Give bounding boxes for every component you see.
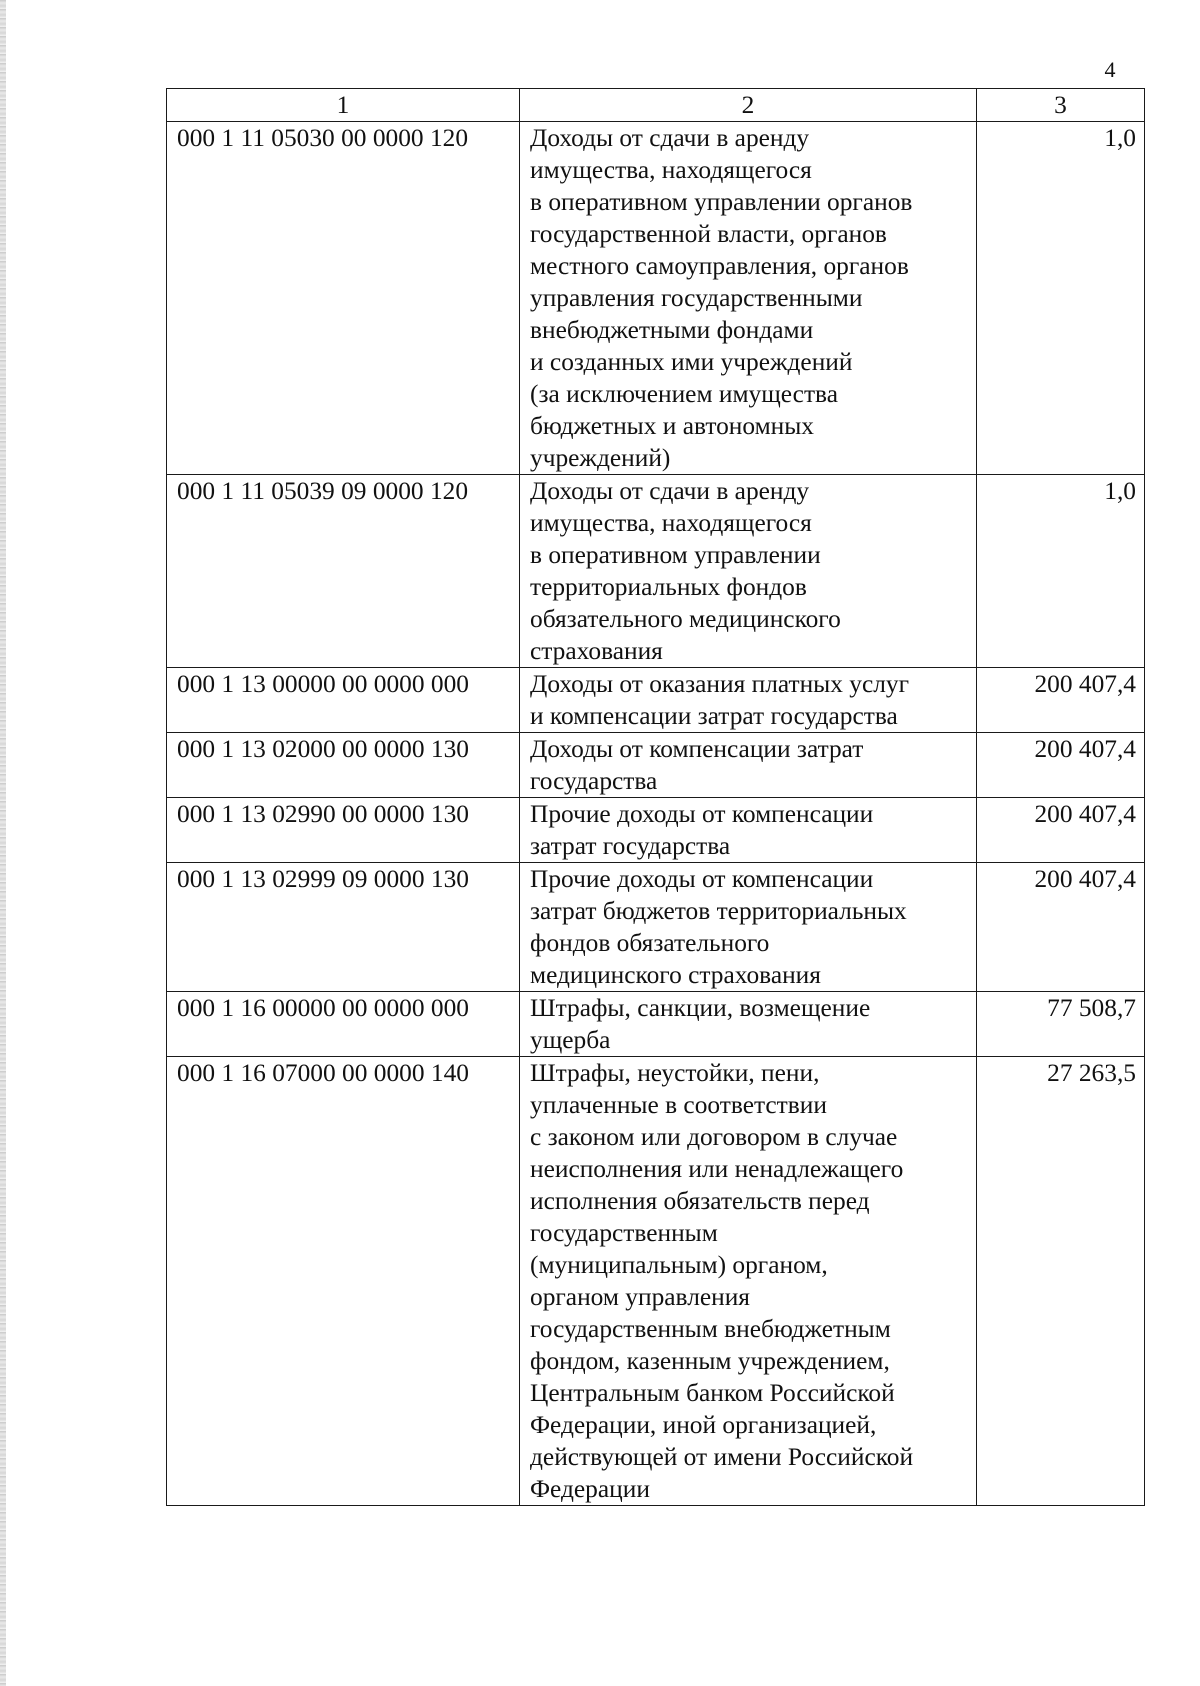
revenue-name-line: местного самоуправления, органов [530,252,909,280]
revenue-name-line: ущерба [530,1026,611,1054]
column-header-3: 3 [977,89,1145,122]
revenue-name [520,475,977,668]
revenue-name-line: органом управления [530,1283,750,1311]
amount-value: 200 407,4 [977,863,1145,992]
revenue-name-line: государства [530,767,658,795]
amount-value: 200 407,4 [977,798,1145,863]
revenue-name-line: Доходы от оказания платных услуг [530,670,910,698]
revenue-name-line: затрат государства [530,832,731,860]
revenue-name [520,668,977,733]
revenue-name-line: Штрафы, неустойки, пени, [530,1059,820,1087]
amount-value: 1,0 [977,122,1145,475]
revenue-name-line: государственным [530,1219,718,1247]
revenue-name-line: в оперативном управлении [530,541,821,569]
revenue-name-line: управления государственными [530,284,863,312]
table-row [167,475,1145,668]
amount-value: 200 407,4 [977,668,1145,733]
revenue-name-line: территориальных фондов [530,573,807,601]
revenue-name-line: действующей от имени Российской [530,1443,914,1471]
revenue-name-line: внебюджетными фондами [530,316,814,344]
revenue-name-line: и компенсации затрат государства [530,702,898,730]
table-row [167,1057,1145,1506]
revenue-name-line: государственным внебюджетным [530,1315,891,1343]
revenue-name-line: Федерации [530,1475,650,1503]
revenue-name [520,733,977,798]
classification-code: 000 1 11 05039 09 0000 120 [167,475,520,668]
revenue-name-line: Прочие доходы от компенсации [530,865,874,893]
revenue-name-line: и созданных ими учреждений [530,348,853,376]
column-header-1: 1 [167,89,520,122]
revenue-name-line: имущества, находящегося [530,509,812,537]
revenue-name-line: государственной власти, органов [530,220,887,248]
scan-edge [0,0,6,1686]
revenue-name-line: страхования [530,637,663,665]
revenue-name-line: (муниципальным) органом, [530,1251,828,1279]
revenue-name-line: Федерации, иной организацией, [530,1411,877,1439]
revenue-name-line: Прочие доходы от компенсации [530,800,874,828]
revenue-name-line: Центральным банком Российской [530,1379,895,1407]
table-row [167,122,1145,475]
revenue-name-line: (за исключением имущества [530,380,838,408]
revenue-name-line: с законом или договором в случае [530,1123,898,1151]
revenue-name-line: обязательного медицинского [530,605,841,633]
table-row [167,733,1145,798]
revenue-name-line: фондов обязательного [530,929,770,957]
table-row [167,668,1145,733]
revenue-name-line: исполнения обязательств перед [530,1187,870,1215]
revenue-name [520,798,977,863]
classification-code: 000 1 16 00000 00 0000 000 [167,992,520,1057]
classification-code: 000 1 13 00000 00 0000 000 [167,668,520,733]
classification-code: 000 1 13 02990 00 0000 130 [167,798,520,863]
table-header-row [167,89,1145,122]
column-header-2: 2 [520,89,977,122]
amount-value: 200 407,4 [977,733,1145,798]
revenue-name-line: имущества, находящегося [530,156,812,184]
table-row [167,798,1145,863]
revenue-name-line: Доходы от компенсации затрат [530,735,864,763]
revenue-name [520,1057,977,1506]
classification-code: 000 1 13 02999 09 0000 130 [167,863,520,992]
revenue-name [520,863,977,992]
table-row [167,863,1145,992]
table-row [167,992,1145,1057]
revenue-name-line: уплаченные в соответствии [530,1091,827,1119]
revenue-name-line: бюджетных и автономных [530,412,815,440]
revenue-name-line: фондом, казенным учреждением, [530,1347,890,1375]
revenue-name-line: Штрафы, санкции, возмещение [530,994,871,1022]
revenue-name [520,992,977,1057]
revenue-name-line: Доходы от сдачи в аренду [530,477,810,505]
revenue-name-line: в оперативном управлении органов [530,188,913,216]
classification-code: 000 1 13 02000 00 0000 130 [167,733,520,798]
classification-code: 000 1 16 07000 00 0000 140 [167,1057,520,1506]
classification-code: 000 1 11 05030 00 0000 120 [167,122,520,475]
revenue-name-line: неисполнения или ненадлежащего [530,1155,904,1183]
revenue-name-line: Доходы от сдачи в аренду [530,124,810,152]
revenue-table [166,88,1145,1506]
table-body [167,89,1145,1506]
page-number: 4 [1104,57,1116,82]
amount-value: 1,0 [977,475,1145,668]
revenue-name [520,122,977,475]
revenue-name-line: медицинского страхования [530,961,821,989]
amount-value: 27 263,5 [977,1057,1145,1506]
revenue-name-line: учреждений) [530,444,671,472]
revenue-name-line: затрат бюджетов территориальных [530,897,907,925]
amount-value: 77 508,7 [977,992,1145,1057]
